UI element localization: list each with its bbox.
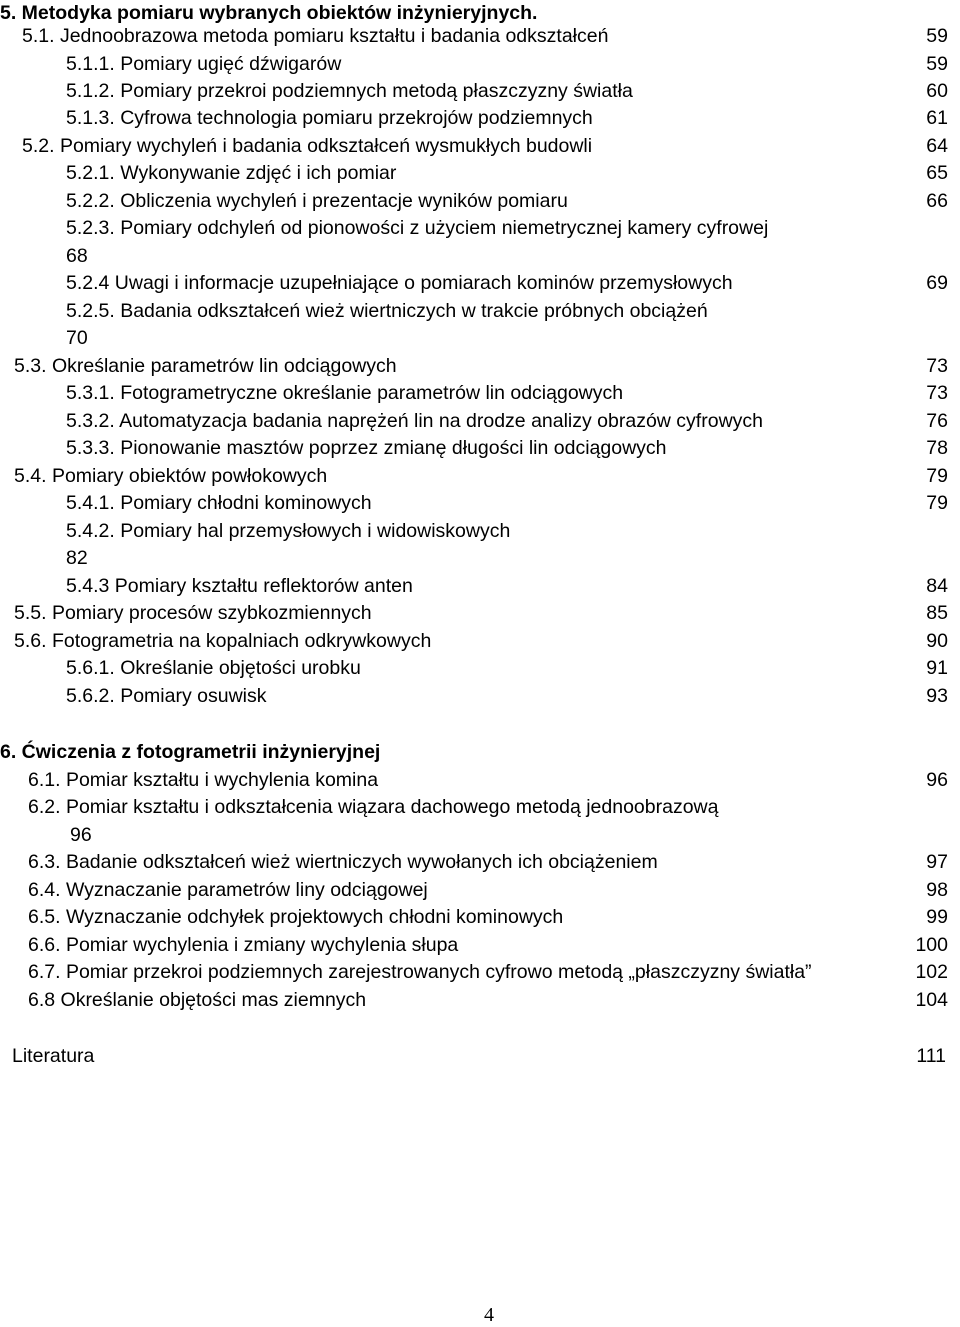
toc-entry-title: 5.4. Pomiary obiektów powłokowych bbox=[14, 465, 328, 487]
toc-entry-page: 60 bbox=[926, 80, 948, 102]
toc-entry-title: 5.5. Pomiary procesów szybkozmiennych bbox=[14, 602, 372, 624]
toc-entry-title: 5.4.3 Pomiary kształtu reflektorów anten bbox=[66, 575, 413, 597]
toc-entry-page: 59 bbox=[926, 53, 948, 75]
toc-entry-title: 6.2. Pomiar kształtu i odkształcenia wiązara dachowego metodą jednoobrazową bbox=[28, 796, 719, 818]
toc-entry-page: 64 bbox=[926, 135, 948, 157]
toc-entry-title: 6.3. Badanie odkształceń wież wiertniczych wywołanych ich obciążeniem bbox=[28, 851, 658, 873]
toc-heading-text: 6. Ćwiczenia z fotogrametrii inżynieryjnej bbox=[0, 741, 381, 763]
toc-entry-page: 66 bbox=[926, 190, 948, 212]
toc-entry-page: 73 bbox=[926, 382, 948, 404]
toc-entry-page: 104 bbox=[915, 989, 948, 1011]
toc-entry-title: 5.2.1. Wykonywanie zdjęć i ich pomiar bbox=[66, 162, 397, 184]
toc-entry-page: 85 bbox=[926, 602, 948, 624]
toc-entry-page: 93 bbox=[926, 685, 948, 707]
toc-entry-title: 5.2.5. Badania odkształceń wież wiertniczych w trakcie próbnych obciążeń bbox=[66, 300, 708, 322]
toc-heading-text: 5. Metodyka pomiaru wybranych obiektów inżynieryjnych. bbox=[0, 2, 538, 24]
toc-entry-title: 5.1.2. Pomiary przekroi podziemnych metodą płaszczyzny światła bbox=[66, 80, 633, 102]
toc-entry-title: 6.8 Określanie objętości mas ziemnych bbox=[28, 989, 367, 1011]
toc-entry-title: 5.1. Jednoobrazowa metoda pomiaru kształtu i badania odkształceń bbox=[22, 25, 609, 47]
toc-entry-title: 5.6.2. Pomiary osuwisk bbox=[66, 685, 267, 707]
toc-entry-title: 6.1. Pomiar kształtu i wychylenia komina bbox=[28, 769, 379, 791]
toc-entry-title: 5.3.3. Pionowanie masztów poprzez zmianę długości lin odciągowych bbox=[66, 437, 667, 459]
toc-entry-title: 5.3.1. Fotogrametryczne określanie parametrów lin odciągowych bbox=[66, 382, 624, 404]
toc-entry-page: 91 bbox=[926, 657, 948, 679]
toc-entry-title: 5.3.2. Automatyzacja badania naprężeń lin na drodze analizy obrazów cyfrowych bbox=[66, 410, 763, 432]
toc-entry-title: Literatura bbox=[12, 1045, 95, 1067]
toc-entry-page: 78 bbox=[926, 437, 948, 459]
toc-entry-page: 99 bbox=[926, 906, 948, 928]
toc-entry-title: 5.3. Określanie parametrów lin odciągowych bbox=[14, 355, 397, 377]
toc-entry-page: 96 bbox=[70, 824, 92, 846]
toc-entry-page: 90 bbox=[926, 630, 948, 652]
toc-entry-title: 5.4.2. Pomiary hal przemysłowych i widowiskowych bbox=[66, 520, 511, 542]
toc-entry-title: 5.2.2. Obliczenia wychyleń i prezentacje wyników pomiaru bbox=[66, 190, 568, 212]
toc-entry-page: 100 bbox=[915, 934, 948, 956]
toc-entry-page: 102 bbox=[915, 961, 948, 983]
toc-entry-title: 5.2. Pomiary wychyleń i badania odkształceń wysmukłych budowli bbox=[22, 135, 593, 157]
toc-entry-title: 5.1.1. Pomiary ugięć dźwigarów bbox=[66, 53, 342, 75]
toc-entry-page: 69 bbox=[926, 272, 948, 294]
toc-entry-page: 68 bbox=[66, 245, 88, 267]
toc-entry-page: 82 bbox=[66, 547, 88, 569]
toc-entry-page: 98 bbox=[926, 879, 948, 901]
toc-entry-title: 6.7. Pomiar przekroi podziemnych zarejestrowanych cyfrowo metodą „płaszczyzny światła” bbox=[28, 961, 812, 983]
toc-entry-page: 70 bbox=[66, 327, 88, 349]
toc-entry-title: 5.1.3. Cyfrowa technologia pomiaru przekrojów podziemnych bbox=[66, 107, 593, 129]
toc-entry-title: 5.6.1. Określanie objętości urobku bbox=[66, 657, 361, 679]
toc-entry-title: 5.4.1. Pomiary chłodni kominowych bbox=[66, 492, 372, 514]
toc-entry-page: 65 bbox=[926, 162, 948, 184]
toc-entry-title: 6.4. Wyznaczanie parametrów liny odciągowej bbox=[28, 879, 428, 901]
toc-entry-page: 76 bbox=[926, 410, 948, 432]
toc-entry-title: 5.6. Fotogrametria na kopalniach odkrywkowych bbox=[14, 630, 432, 652]
toc-entry-page: 61 bbox=[926, 107, 948, 129]
toc-entry-page: 73 bbox=[926, 355, 948, 377]
toc-entry-page: 79 bbox=[926, 465, 948, 487]
toc-entry-title: 6.6. Pomiar wychylenia i zmiany wychylenia słupa bbox=[28, 934, 459, 956]
toc-entry-page: 84 bbox=[926, 575, 948, 597]
toc-entry-title: 6.5. Wyznaczanie odchyłek projektowych chłodni kominowych bbox=[28, 906, 564, 928]
toc-entry-page: 79 bbox=[926, 492, 948, 514]
toc-entry-page: 59 bbox=[926, 25, 948, 47]
toc-entry-page: 96 bbox=[926, 769, 948, 791]
toc-entry-page: 97 bbox=[926, 851, 948, 873]
toc-entry-page: 111 bbox=[916, 1045, 946, 1067]
toc-entry-title: 5.2.3. Pomiary odchyleń od pionowości z użyciem niemetrycznej kamery cyfrowej bbox=[66, 217, 769, 239]
toc-entry-title: 5.2.4 Uwagi i informacje uzupełniające o pomiarach kominów przemysłowych bbox=[66, 272, 733, 294]
page-number: 4 bbox=[484, 1304, 494, 1326]
